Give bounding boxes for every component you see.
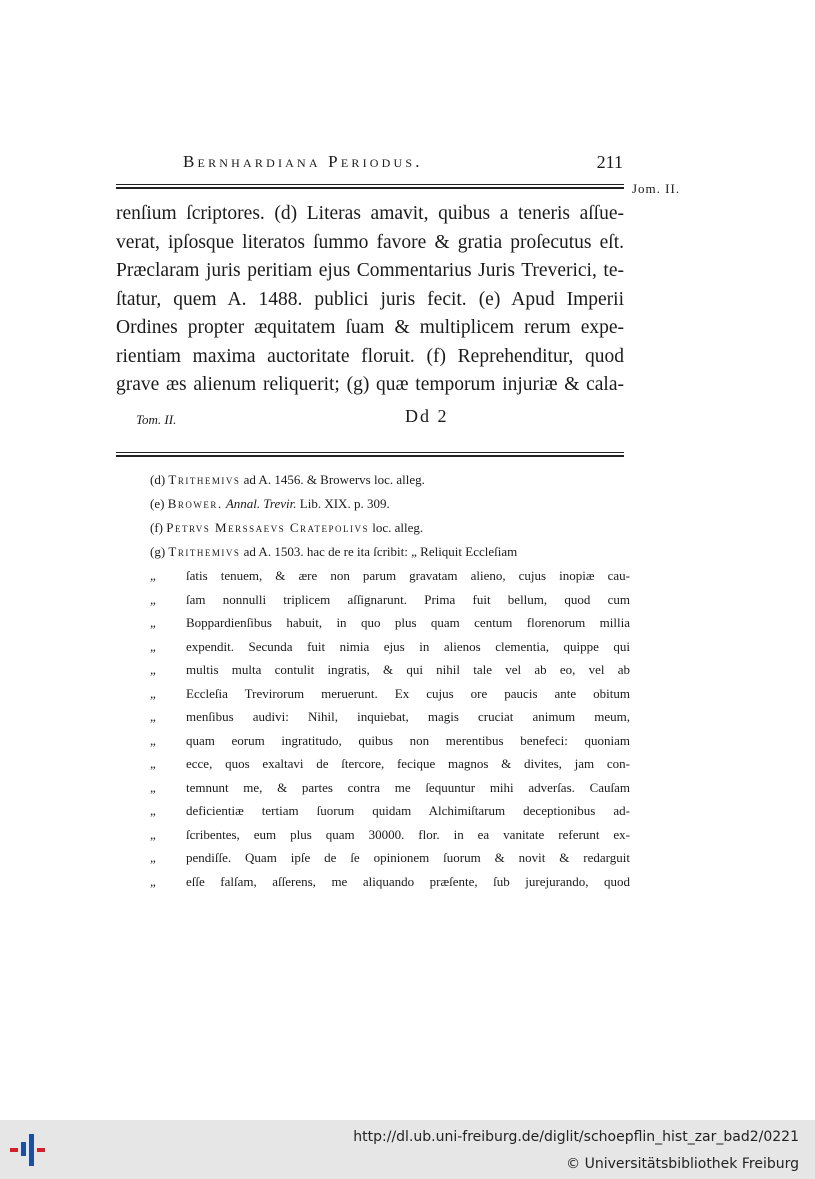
quote-line: pendiſſe. Quam ipſe de ſe opinionem ſuorum & novit & redarguit (186, 850, 630, 865)
quote-line: quam eorum ingratitudo, quibus non merentibus benefeci: quoniam (186, 732, 630, 748)
main-text (116, 200, 624, 400)
quote-line: ſatis tenuem, & ære non parum gravatam alieno, cujus inopiæ cau- (186, 568, 630, 583)
running-title: Bernhardiana Periodus. (183, 152, 423, 171)
copyright-notice: © Universitätsbibliothek Freiburg (566, 1156, 799, 1172)
text-line: ſtatur, quem A. 1488. publici juris fecit. (e) Apud Imperii (116, 288, 624, 310)
running-header (183, 152, 623, 178)
quote-mark: „ (150, 756, 156, 771)
quote-line: ſcribentes, eum plus quam 30000. flor. in ea vanitate referunt ex- (186, 826, 630, 842)
quote-line: temnunt me, & partes contra me ſequuntur mihi adverſas. Cauſam (186, 779, 630, 795)
quote-mark: „ (150, 850, 156, 865)
quote-mark: „ (150, 685, 156, 701)
quote-mark: „ (150, 873, 156, 889)
text-line: verat, ipſosque literatos ſummo favore & gratia proſecutus eſt. (116, 231, 624, 253)
text-line: grave æs alienum reliquerit; (g) quæ temporum injuriæ & cala- (116, 374, 624, 395)
text-line: rientiam maxima auctoritate floruit. (f) Reprehenditur, quod (116, 345, 624, 367)
quote-line: deficientiæ tertiam ſuorum quidam Alchimiſtarum deceptionibus ad- (186, 803, 630, 818)
library-logo-icon (10, 1130, 50, 1170)
quote-line: menſibus audivi: Nihil, inquiebat, magis cruciat animum meum, (186, 709, 630, 724)
quote-mark: „ (150, 826, 156, 842)
footnote-rule (116, 452, 624, 457)
quote-mark: „ (150, 615, 156, 630)
footnote-f: (f) Petrvs Merssaevs Cratepolivs loc. alleg. (150, 520, 424, 535)
page-number: 211 (596, 152, 623, 172)
text-line: renſium ſcriptores. (d) Literas amavit, quibus a teneris aſſue- (116, 203, 624, 224)
quote-mark: „ (150, 779, 156, 795)
signature-mark: Tom. II. (136, 412, 177, 427)
catchword: Dd 2 (405, 406, 449, 426)
marginal-note: Jom. II. (632, 181, 681, 196)
quote-line: ſam nonnulli triplicem aſſignarunt. Prima fuit bellum, quod cum (186, 591, 630, 607)
quote-mark: „ (150, 709, 156, 724)
quote-mark: „ (150, 662, 156, 677)
footnote-e: (e) Brower. Annal. Trevir. Lib. XIX. p. 309. (150, 496, 390, 511)
quote-mark: „ (150, 803, 156, 818)
quote-mark: „ (150, 638, 156, 654)
quote-line: ecce, quos exaltavi de ſtercore, fecique magnos & divites, jam con- (186, 756, 630, 771)
header-rule (116, 184, 624, 189)
quote-mark: „ (150, 568, 156, 583)
quote-mark: „ (150, 732, 156, 748)
quote-line: eſſe falſam, aſſerens, me aliquando præſente, ſub jurejurando, quod (186, 873, 630, 889)
quote-line: Boppardienſibus habuit, in quo plus quam centum florenorum millia (186, 615, 630, 630)
footnote-g: (g) Trithemivs ad A. 1503. hac de re ita ſcribit: „ Reliquit Eccleſiam (150, 544, 518, 559)
quote-line: expendit. Secunda fuit nimia ejus in alienos clementia, quippe qui (186, 638, 630, 654)
text-line: Ordines propter æquitatem ſuam & multiplicem rerum expe- (116, 317, 624, 338)
quote-line: Eccleſia Trevirorum meruerunt. Ex cujus ore paucis ante obitum (186, 685, 630, 701)
text-line: Præclaram juris peritiam ejus Commentarius Juris Treverici, te- (116, 260, 624, 281)
footnote-d: (d) Trithemivs ad A. 1456. & Browervs loc. alleg. (150, 472, 425, 487)
viewer-footer (0, 1120, 815, 1179)
quote-line: multis multa contulit ingratis, & qui nihil tale vel ab eo, vel ab (186, 662, 630, 677)
source-url[interactable]: http://dl.ub.uni-freiburg.de/diglit/schoepflin_hist_zar_bad2/0221 (353, 1129, 799, 1145)
quote-mark: „ (150, 591, 156, 607)
